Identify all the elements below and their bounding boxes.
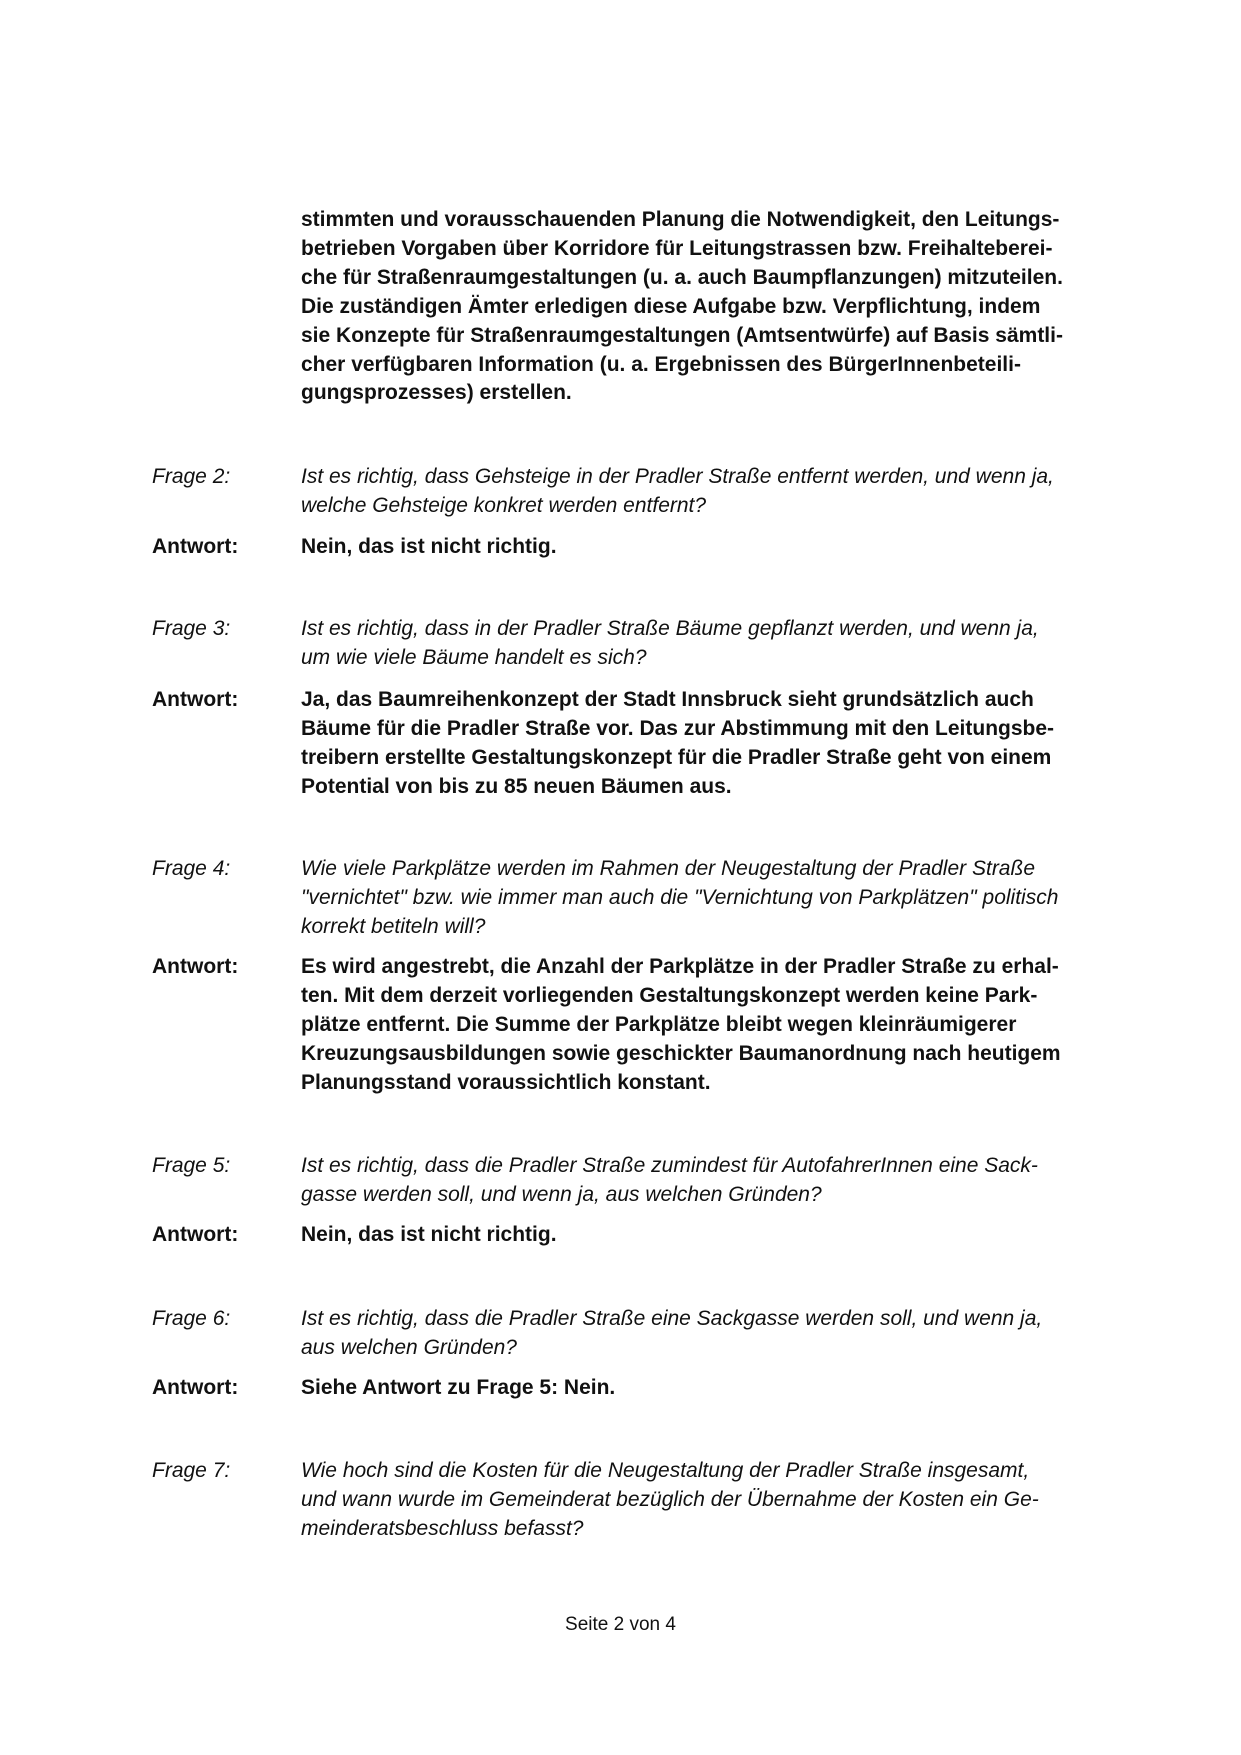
- text-line: che für Straßenraumgestaltungen (u. a. auch Baumpflanzungen) mitzuteilen.: [301, 265, 1063, 289]
- text-line: Nein, das ist nicht richtig.: [301, 535, 557, 558]
- answer-label: Antwort:: [152, 688, 239, 711]
- text-line: Kreuzungsausbildungen sowie geschickter Baumanordnung nach heutigem: [301, 1041, 1061, 1065]
- text-line: Potential von bis zu 85 neuen Bäumen aus.: [301, 774, 732, 798]
- answer-text: [301, 686, 1131, 802]
- page-number: Seite 2 von 4: [565, 1614, 676, 1635]
- text-line: korrekt betiteln will?: [301, 914, 486, 938]
- text-line: stimmten und vorausschauenden Planung die Notwendigkeit, den Leitungs-: [301, 208, 1060, 231]
- answer-text: [301, 533, 1131, 562]
- answer-text: [301, 1374, 1131, 1403]
- text-line: gungsprozesses) erstellen.: [301, 381, 572, 405]
- text-line: Planungsstand voraussichtlich konstant.: [301, 1070, 711, 1094]
- text-line: Nein, das ist nicht richtig.: [301, 1223, 557, 1246]
- answer-text: [301, 1221, 1131, 1250]
- text-line: Bäume für die Pradler Straße vor. Das zur Abstimmung mit den Leitungsbe-: [301, 716, 1055, 740]
- text-line: Ist es richtig, dass in der Pradler Straße Bäume gepflanzt werden, und wenn ja,: [301, 617, 1039, 640]
- text-line: um wie viele Bäume handelt es sich?: [301, 645, 647, 669]
- answer-label: Antwort:: [152, 1223, 239, 1246]
- question-text: [301, 615, 1131, 673]
- text-line: Wie hoch sind die Kosten für die Neugestaltung der Pradler Straße insgesamt,: [301, 1459, 1030, 1482]
- text-line: Ist es richtig, dass die Pradler Straße zumindest für AutofahrerInnen eine Sack-: [301, 1154, 1038, 1177]
- text-line: Siehe Antwort zu Frage 5: Nein.: [301, 1376, 616, 1399]
- text-line: gasse werden soll, und wenn ja, aus welchen Gründen?: [301, 1182, 822, 1206]
- text-line: "vernichtet" bzw. wie immer man auch die "Vernichtung von Parkplätzen" politisch: [301, 885, 1059, 909]
- text-line: cher verfügbaren Information (u. a. Ergebnissen des BürgerInnenbeteili-: [301, 352, 1021, 376]
- question-text: [301, 463, 1131, 521]
- answer-label: Antwort:: [152, 955, 239, 978]
- question-label: Frage 2:: [152, 465, 231, 488]
- question-label: Frage 6:: [152, 1307, 231, 1330]
- text-line: welche Gehsteige konkret werden entfernt?: [301, 493, 707, 517]
- text-line: meinderatsbeschluss befasst?: [301, 1516, 584, 1540]
- question-label: Frage 3:: [152, 617, 231, 640]
- text-line: plätze entfernt. Die Summe der Parkplätze bleibt wegen kleinräumigerer: [301, 1012, 1017, 1036]
- text-line: aus welchen Gründen?: [301, 1335, 517, 1359]
- question-text: [301, 1152, 1131, 1210]
- text-line: und wann wurde im Gemeinderat bezüglich der Übernahme der Kosten ein Ge-: [301, 1487, 1039, 1511]
- text-line: Wie viele Parkplätze werden im Rahmen der Neugestaltung der Pradler Straße: [301, 857, 1035, 880]
- question-text: [301, 855, 1131, 942]
- text-line: sie Konzepte für Straßenraumgestaltungen (Amtsentwürfe) auf Basis sämtli-: [301, 323, 1063, 347]
- text-line: treibern erstellte Gestaltungskonzept für die Pradler Straße geht von einem: [301, 745, 1052, 769]
- text-line: ten. Mit dem derzeit vorliegenden Gestaltungskonzept werden keine Park-: [301, 983, 1038, 1007]
- question-text: [301, 1457, 1131, 1544]
- text-line: Es wird angestrebt, die Anzahl der Parkplätze in der Pradler Straße zu erhal-: [301, 955, 1059, 978]
- text-line: Ist es richtig, dass die Pradler Straße eine Sackgasse werden soll, und wenn ja,: [301, 1307, 1043, 1330]
- answer-label: Antwort:: [152, 1376, 239, 1399]
- text-line: betrieben Vorgaben über Korridore für Leitungstrassen bzw. Freihalteberei-: [301, 236, 1053, 260]
- text-line: Ist es richtig, dass Gehsteige in der Pradler Straße entfernt werden, und wenn ja,: [301, 465, 1054, 488]
- question-text: [301, 1305, 1131, 1363]
- answer-label: Antwort:: [152, 535, 239, 558]
- text-line: Ja, das Baumreihenkonzept der Stadt Innsbruck sieht grundsätzlich auch: [301, 688, 1034, 711]
- question-label: Frage 7:: [152, 1459, 231, 1482]
- question-label: Frage 5:: [152, 1154, 231, 1177]
- intro-paragraph: [301, 206, 1131, 408]
- answer-text: [301, 953, 1131, 1098]
- text-line: Die zuständigen Ämter erledigen diese Aufgabe bzw. Verpflichtung, indem: [301, 294, 1041, 318]
- question-label: Frage 4:: [152, 857, 231, 880]
